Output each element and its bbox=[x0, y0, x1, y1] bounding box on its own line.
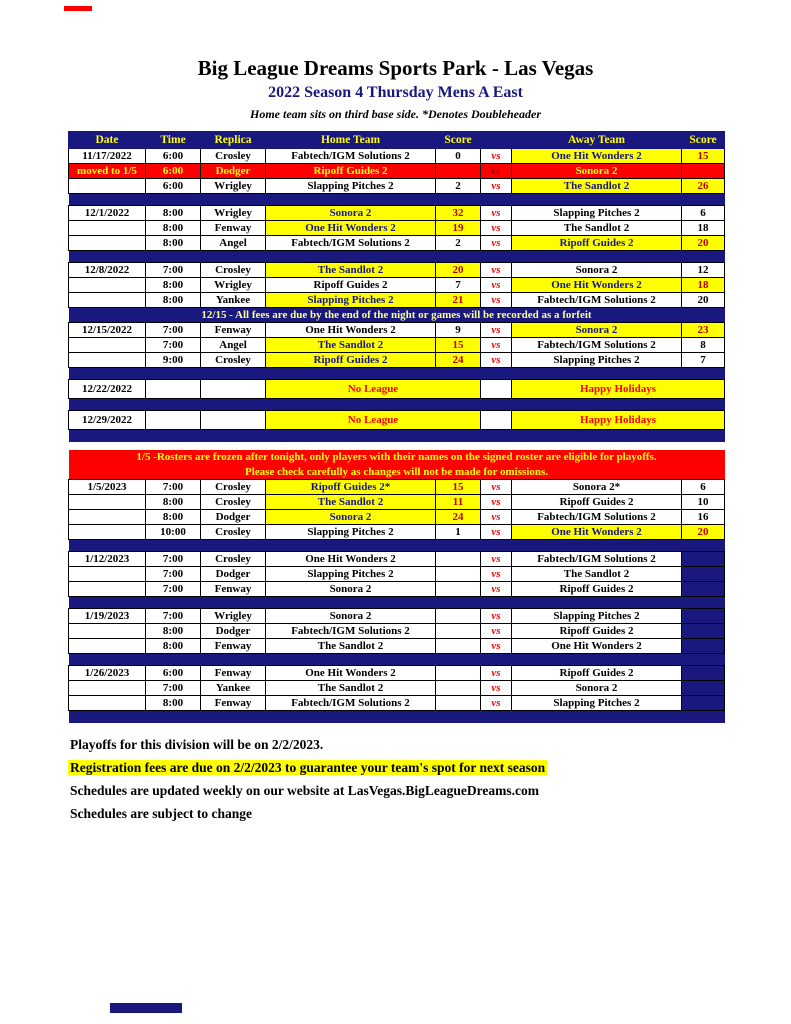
replica-cell: Crosley bbox=[201, 149, 266, 164]
notice-red-row bbox=[69, 450, 725, 465]
home-team-cell: Ripoff Guides 2 bbox=[266, 278, 436, 293]
away-score-cell: 6 bbox=[682, 480, 725, 495]
holiday-row bbox=[69, 380, 725, 399]
vs-cell-empty bbox=[481, 380, 512, 399]
game-row bbox=[69, 206, 725, 221]
replica-cell: Crosley bbox=[201, 353, 266, 368]
replica-cell: Fenway bbox=[201, 582, 266, 597]
home-score-cell: 0 bbox=[436, 149, 481, 164]
date-cell: 12/29/2022 bbox=[69, 411, 146, 430]
game-row bbox=[69, 696, 725, 711]
separator-cell bbox=[69, 430, 725, 442]
spacer-cell bbox=[69, 442, 725, 450]
vs-label: vs bbox=[481, 263, 512, 278]
vs-label: vs bbox=[481, 495, 512, 510]
separator-row bbox=[69, 368, 725, 380]
away-team-cell: Ripoff Guides 2 bbox=[512, 582, 682, 597]
away-team-cell: Fabtech/IGM Solutions 2 bbox=[512, 510, 682, 525]
vs-label: vs bbox=[481, 609, 512, 624]
date-cell: 1/19/2023 bbox=[69, 609, 146, 624]
date-cell bbox=[69, 236, 146, 251]
home-score-cell: 7 bbox=[436, 278, 481, 293]
vs-cell-empty bbox=[481, 411, 512, 430]
game-row bbox=[69, 278, 725, 293]
date-cell bbox=[69, 353, 146, 368]
notice-text: 1/5 -Rosters are frozen after tonight, only players with their names on the signed roster are eligible for playoffs. bbox=[69, 450, 725, 465]
away-team-cell: Slapping Pitches 2 bbox=[512, 696, 682, 711]
home-team-cell: The Sandlot 2 bbox=[266, 495, 436, 510]
date-cell bbox=[69, 567, 146, 582]
home-score-cell: 15 bbox=[436, 480, 481, 495]
game-row bbox=[69, 236, 725, 251]
vs-label: vs bbox=[481, 666, 512, 681]
away-team-cell: Slapping Pitches 2 bbox=[512, 353, 682, 368]
footer-line bbox=[68, 805, 791, 822]
notice-navy-row bbox=[69, 308, 725, 323]
away-score-cell: 10 bbox=[682, 495, 725, 510]
home-team-cell: Slapping Pitches 2 bbox=[266, 567, 436, 582]
away-team-cell: Slapping Pitches 2 bbox=[512, 206, 682, 221]
time-cell: 8:00 bbox=[146, 221, 201, 236]
date-cell bbox=[69, 639, 146, 654]
time-cell: 8:00 bbox=[146, 624, 201, 639]
replica-cell: Fenway bbox=[201, 639, 266, 654]
away-score-cell bbox=[682, 624, 725, 639]
time-cell: 7:00 bbox=[146, 480, 201, 495]
home-score-cell: 9 bbox=[436, 323, 481, 338]
separator-cell bbox=[69, 654, 725, 666]
away-score-cell: 20 bbox=[682, 293, 725, 308]
time-cell: 6:00 bbox=[146, 666, 201, 681]
home-score-cell: 19 bbox=[436, 221, 481, 236]
vs-label: vs bbox=[481, 206, 512, 221]
home-team-cell: One Hit Wonders 2 bbox=[266, 221, 436, 236]
game-row bbox=[69, 567, 725, 582]
separator-row bbox=[69, 430, 725, 442]
away-team-cell: One Hit Wonders 2 bbox=[512, 278, 682, 293]
game-row bbox=[69, 221, 725, 236]
home-score-cell bbox=[436, 666, 481, 681]
footer-line-text: Schedules are subject to change bbox=[70, 805, 252, 821]
home-team-cell: Slapping Pitches 2 bbox=[266, 179, 436, 194]
vs-label: vs bbox=[481, 696, 512, 711]
vs-label: vs bbox=[481, 338, 512, 353]
date-cell: 12/22/2022 bbox=[69, 380, 146, 399]
red-corner-mark bbox=[64, 6, 92, 11]
away-team-cell: Sonora 2 bbox=[512, 164, 682, 179]
game-row bbox=[69, 582, 725, 597]
separator-row bbox=[69, 399, 725, 411]
home-score-cell: 32 bbox=[436, 206, 481, 221]
date-cell bbox=[69, 179, 146, 194]
vs-label: vs bbox=[481, 293, 512, 308]
time-cell: 7:00 bbox=[146, 609, 201, 624]
away-score-cell: 6 bbox=[682, 206, 725, 221]
replica-cell bbox=[201, 411, 266, 430]
away-team-cell: Sonora 2 bbox=[512, 323, 682, 338]
home-team-cell: One Hit Wonders 2 bbox=[266, 552, 436, 567]
date-cell bbox=[69, 624, 146, 639]
vs-label: vs bbox=[481, 179, 512, 194]
home-score-cell: 2 bbox=[436, 236, 481, 251]
away-score-cell: 26 bbox=[682, 179, 725, 194]
column-header-home-team: Home Team bbox=[266, 132, 436, 149]
home-team-cell: Fabtech/IGM Solutions 2 bbox=[266, 149, 436, 164]
replica-cell: Angel bbox=[201, 338, 266, 353]
page-subtitle: 2022 Season 4 Thursday Mens A East bbox=[268, 84, 523, 101]
vs-label: vs bbox=[481, 552, 512, 567]
time-cell: 8:00 bbox=[146, 510, 201, 525]
away-score-cell bbox=[682, 696, 725, 711]
replica-cell: Wrigley bbox=[201, 278, 266, 293]
home-score-cell bbox=[436, 552, 481, 567]
home-team-cell: Ripoff Guides 2 bbox=[266, 353, 436, 368]
away-team-cell: The Sandlot 2 bbox=[512, 567, 682, 582]
separator-row bbox=[69, 194, 725, 206]
replica-cell: Wrigley bbox=[201, 609, 266, 624]
home-score-cell: 21 bbox=[436, 293, 481, 308]
page-title: Big League Dreams Sports Park - Las Vegas bbox=[197, 56, 594, 80]
away-team-cell: One Hit Wonders 2 bbox=[512, 639, 682, 654]
home-team-cell: Sonora 2 bbox=[266, 582, 436, 597]
replica-cell: Crosley bbox=[201, 552, 266, 567]
date-cell bbox=[69, 221, 146, 236]
time-cell: 9:00 bbox=[146, 353, 201, 368]
separator-row bbox=[69, 654, 725, 666]
away-score-cell bbox=[682, 582, 725, 597]
game-row bbox=[69, 639, 725, 654]
vs-label: vs bbox=[481, 639, 512, 654]
game-row bbox=[69, 293, 725, 308]
vs-label: vs bbox=[481, 567, 512, 582]
home-team-cell: Ripoff Guides 2 bbox=[266, 164, 436, 179]
away-score-cell: 23 bbox=[682, 323, 725, 338]
home-team-cell: Sonora 2 bbox=[266, 609, 436, 624]
schedule-table bbox=[68, 131, 725, 723]
footer-notes bbox=[68, 736, 791, 822]
home-team-cell: One Hit Wonders 2 bbox=[266, 323, 436, 338]
happy-holidays-cell: Happy Holidays bbox=[512, 380, 725, 399]
separator-row bbox=[69, 251, 725, 263]
separator-row bbox=[69, 540, 725, 552]
game-row bbox=[69, 510, 725, 525]
away-score-cell: 18 bbox=[682, 278, 725, 293]
home-team-cell: The Sandlot 2 bbox=[266, 338, 436, 353]
schedule-table-body bbox=[69, 149, 725, 723]
game-row bbox=[69, 263, 725, 278]
bottom-page-mark bbox=[110, 1003, 182, 1013]
time-cell: 7:00 bbox=[146, 263, 201, 278]
away-team-cell: Fabtech/IGM Solutions 2 bbox=[512, 338, 682, 353]
vs-label: vs bbox=[481, 323, 512, 338]
away-team-cell: Sonora 2 bbox=[512, 263, 682, 278]
date-cell: 1/26/2023 bbox=[69, 666, 146, 681]
footer-line bbox=[68, 736, 791, 753]
schedule-header-row bbox=[69, 132, 725, 149]
away-score-cell bbox=[682, 666, 725, 681]
vs-label: vs bbox=[481, 681, 512, 696]
time-cell: 8:00 bbox=[146, 278, 201, 293]
separator-cell bbox=[69, 711, 725, 723]
replica-cell: Fenway bbox=[201, 666, 266, 681]
replica-cell: Dodger bbox=[201, 164, 266, 179]
away-team-cell: One Hit Wonders 2 bbox=[512, 149, 682, 164]
home-team-cell: The Sandlot 2 bbox=[266, 639, 436, 654]
vs-label: vs bbox=[481, 221, 512, 236]
time-cell: 8:00 bbox=[146, 206, 201, 221]
home-score-cell: 20 bbox=[436, 263, 481, 278]
home-score-cell: 24 bbox=[436, 510, 481, 525]
game-row bbox=[69, 609, 725, 624]
away-score-cell bbox=[682, 164, 725, 179]
away-score-cell: 20 bbox=[682, 236, 725, 251]
away-score-cell bbox=[682, 552, 725, 567]
away-team-cell: Fabtech/IGM Solutions 2 bbox=[512, 293, 682, 308]
game-row bbox=[69, 666, 725, 681]
game-row bbox=[69, 681, 725, 696]
no-league-cell: No League bbox=[266, 380, 481, 399]
date-cell: 12/8/2022 bbox=[69, 263, 146, 278]
home-team-cell: Sonora 2 bbox=[266, 510, 436, 525]
separator-row bbox=[69, 711, 725, 723]
date-cell: 11/17/2022 bbox=[69, 149, 146, 164]
column-header-away-score: Score bbox=[682, 132, 725, 149]
spacer-row bbox=[69, 442, 725, 450]
date-cell: moved to 1/5 bbox=[69, 164, 146, 179]
game-row bbox=[69, 525, 725, 540]
away-team-cell: The Sandlot 2 bbox=[512, 179, 682, 194]
home-score-cell bbox=[436, 639, 481, 654]
time-cell: 6:00 bbox=[146, 179, 201, 194]
game-row bbox=[69, 480, 725, 495]
time-cell: 8:00 bbox=[146, 696, 201, 711]
footer-line-text: Registration fees are due on 2/2/2023 to guarantee your team's spot for next season bbox=[70, 759, 546, 775]
time-cell: 7:00 bbox=[146, 582, 201, 597]
vs-label: vs bbox=[481, 525, 512, 540]
game-row bbox=[69, 323, 725, 338]
separator-cell bbox=[69, 368, 725, 380]
replica-cell: Dodger bbox=[201, 624, 266, 639]
away-score-cell: 18 bbox=[682, 221, 725, 236]
game-row bbox=[69, 338, 725, 353]
away-team-cell: The Sandlot 2 bbox=[512, 221, 682, 236]
away-score-cell bbox=[682, 567, 725, 582]
time-cell: 7:00 bbox=[146, 338, 201, 353]
away-team-cell: Sonora 2* bbox=[512, 480, 682, 495]
replica-cell: Dodger bbox=[201, 567, 266, 582]
footer-line-highlighted bbox=[68, 759, 791, 776]
home-score-cell: 2 bbox=[436, 179, 481, 194]
footer-line bbox=[68, 782, 791, 799]
away-score-cell bbox=[682, 639, 725, 654]
home-score-cell bbox=[436, 609, 481, 624]
column-header-home-score: Score bbox=[436, 132, 481, 149]
away-team-cell: Ripoff Guides 2 bbox=[512, 666, 682, 681]
home-team-cell: Fabtech/IGM Solutions 2 bbox=[266, 696, 436, 711]
replica-cell bbox=[201, 380, 266, 399]
home-score-cell bbox=[436, 582, 481, 597]
separator-cell bbox=[69, 540, 725, 552]
column-header-date: Date bbox=[69, 132, 146, 149]
home-score-cell bbox=[436, 164, 481, 179]
vs-label: vs bbox=[481, 353, 512, 368]
game-row bbox=[69, 353, 725, 368]
home-team-cell: Ripoff Guides 2* bbox=[266, 480, 436, 495]
vs-label: vs bbox=[481, 164, 512, 179]
date-cell bbox=[69, 338, 146, 353]
home-team-cell: Fabtech/IGM Solutions 2 bbox=[266, 624, 436, 639]
away-team-cell: Ripoff Guides 2 bbox=[512, 624, 682, 639]
date-cell bbox=[69, 495, 146, 510]
home-score-cell bbox=[436, 696, 481, 711]
home-score-cell: 15 bbox=[436, 338, 481, 353]
vs-label: vs bbox=[481, 510, 512, 525]
time-cell: 7:00 bbox=[146, 552, 201, 567]
separator-cell bbox=[69, 399, 725, 411]
column-header-replica: Replica bbox=[201, 132, 266, 149]
time-cell: 7:00 bbox=[146, 567, 201, 582]
column-header-away-team: Away Team bbox=[512, 132, 682, 149]
replica-cell: Fenway bbox=[201, 696, 266, 711]
vs-label: vs bbox=[481, 278, 512, 293]
time-cell bbox=[146, 411, 201, 430]
column-header-time: Time bbox=[146, 132, 201, 149]
time-cell bbox=[146, 380, 201, 399]
home-team-cell: The Sandlot 2 bbox=[266, 681, 436, 696]
replica-cell: Yankee bbox=[201, 293, 266, 308]
replica-cell: Yankee bbox=[201, 681, 266, 696]
away-score-cell: 8 bbox=[682, 338, 725, 353]
replica-cell: Angel bbox=[201, 236, 266, 251]
away-team-cell: One Hit Wonders 2 bbox=[512, 525, 682, 540]
vs-label: vs bbox=[481, 582, 512, 597]
away-score-cell: 7 bbox=[682, 353, 725, 368]
game-row bbox=[69, 179, 725, 194]
away-team-cell: Ripoff Guides 2 bbox=[512, 236, 682, 251]
replica-cell: Crosley bbox=[201, 495, 266, 510]
date-cell bbox=[69, 510, 146, 525]
game-row bbox=[69, 624, 725, 639]
replica-cell: Fenway bbox=[201, 221, 266, 236]
separator-cell bbox=[69, 194, 725, 206]
replica-cell: Fenway bbox=[201, 323, 266, 338]
page-header bbox=[0, 0, 791, 122]
home-score-cell: 24 bbox=[436, 353, 481, 368]
date-cell bbox=[69, 293, 146, 308]
time-cell: 8:00 bbox=[146, 495, 201, 510]
date-cell bbox=[69, 278, 146, 293]
vs-label: vs bbox=[481, 149, 512, 164]
replica-cell: Crosley bbox=[201, 525, 266, 540]
date-cell: 1/5/2023 bbox=[69, 480, 146, 495]
notice-text: 12/15 - All fees are due by the end of the night or games will be recorded as a forfeit bbox=[69, 308, 725, 323]
footer-line-text: Schedules are updated weekly on our website at LasVegas.BigLeagueDreams.com bbox=[70, 782, 540, 798]
game-row bbox=[69, 149, 725, 164]
home-score-cell: 1 bbox=[436, 525, 481, 540]
separator-cell bbox=[69, 251, 725, 263]
date-cell: 12/15/2022 bbox=[69, 323, 146, 338]
away-team-cell: Sonora 2 bbox=[512, 681, 682, 696]
replica-cell: Crosley bbox=[201, 263, 266, 278]
time-cell: 7:00 bbox=[146, 323, 201, 338]
replica-cell: Crosley bbox=[201, 480, 266, 495]
time-cell: 6:00 bbox=[146, 164, 201, 179]
home-team-cell: Fabtech/IGM Solutions 2 bbox=[266, 236, 436, 251]
holiday-row bbox=[69, 411, 725, 430]
game-row bbox=[69, 552, 725, 567]
game-row bbox=[69, 495, 725, 510]
replica-cell: Wrigley bbox=[201, 206, 266, 221]
replica-cell: Dodger bbox=[201, 510, 266, 525]
home-team-cell: Slapping Pitches 2 bbox=[266, 293, 436, 308]
footer-line-text: Playoffs for this division will be on 2/2/2023. bbox=[70, 736, 324, 752]
no-league-cell: No League bbox=[266, 411, 481, 430]
separator-row bbox=[69, 597, 725, 609]
column-header-vs bbox=[481, 132, 512, 149]
date-cell: 1/12/2023 bbox=[69, 552, 146, 567]
home-team-cell: One Hit Wonders 2 bbox=[266, 666, 436, 681]
vs-label: vs bbox=[481, 624, 512, 639]
moved-game-row bbox=[69, 164, 725, 179]
notice-red-row bbox=[69, 465, 725, 480]
away-score-cell: 12 bbox=[682, 263, 725, 278]
home-score-cell bbox=[436, 681, 481, 696]
vs-label: vs bbox=[481, 236, 512, 251]
away-team-cell: Slapping Pitches 2 bbox=[512, 609, 682, 624]
time-cell: 7:00 bbox=[146, 681, 201, 696]
separator-cell bbox=[69, 597, 725, 609]
page-note: Home team sits on third base side. *Denotes Doubleheader bbox=[250, 107, 541, 121]
time-cell: 8:00 bbox=[146, 293, 201, 308]
happy-holidays-cell: Happy Holidays bbox=[512, 411, 725, 430]
home-score-cell bbox=[436, 567, 481, 582]
date-cell bbox=[69, 681, 146, 696]
date-cell bbox=[69, 525, 146, 540]
away-score-cell: 20 bbox=[682, 525, 725, 540]
away-team-cell: Ripoff Guides 2 bbox=[512, 495, 682, 510]
date-cell: 12/1/2022 bbox=[69, 206, 146, 221]
notice-text: Please check carefully as changes will not be made for omissions. bbox=[69, 465, 725, 480]
home-team-cell: Slapping Pitches 2 bbox=[266, 525, 436, 540]
vs-label: vs bbox=[481, 480, 512, 495]
away-score-cell: 16 bbox=[682, 510, 725, 525]
time-cell: 8:00 bbox=[146, 236, 201, 251]
time-cell: 10:00 bbox=[146, 525, 201, 540]
home-team-cell: The Sandlot 2 bbox=[266, 263, 436, 278]
away-score-cell: 15 bbox=[682, 149, 725, 164]
away-score-cell bbox=[682, 609, 725, 624]
home-score-cell bbox=[436, 624, 481, 639]
date-cell bbox=[69, 696, 146, 711]
away-team-cell: Fabtech/IGM Solutions 2 bbox=[512, 552, 682, 567]
time-cell: 8:00 bbox=[146, 639, 201, 654]
home-score-cell: 11 bbox=[436, 495, 481, 510]
date-cell bbox=[69, 582, 146, 597]
replica-cell: Wrigley bbox=[201, 179, 266, 194]
away-score-cell bbox=[682, 681, 725, 696]
time-cell: 6:00 bbox=[146, 149, 201, 164]
home-team-cell: Sonora 2 bbox=[266, 206, 436, 221]
